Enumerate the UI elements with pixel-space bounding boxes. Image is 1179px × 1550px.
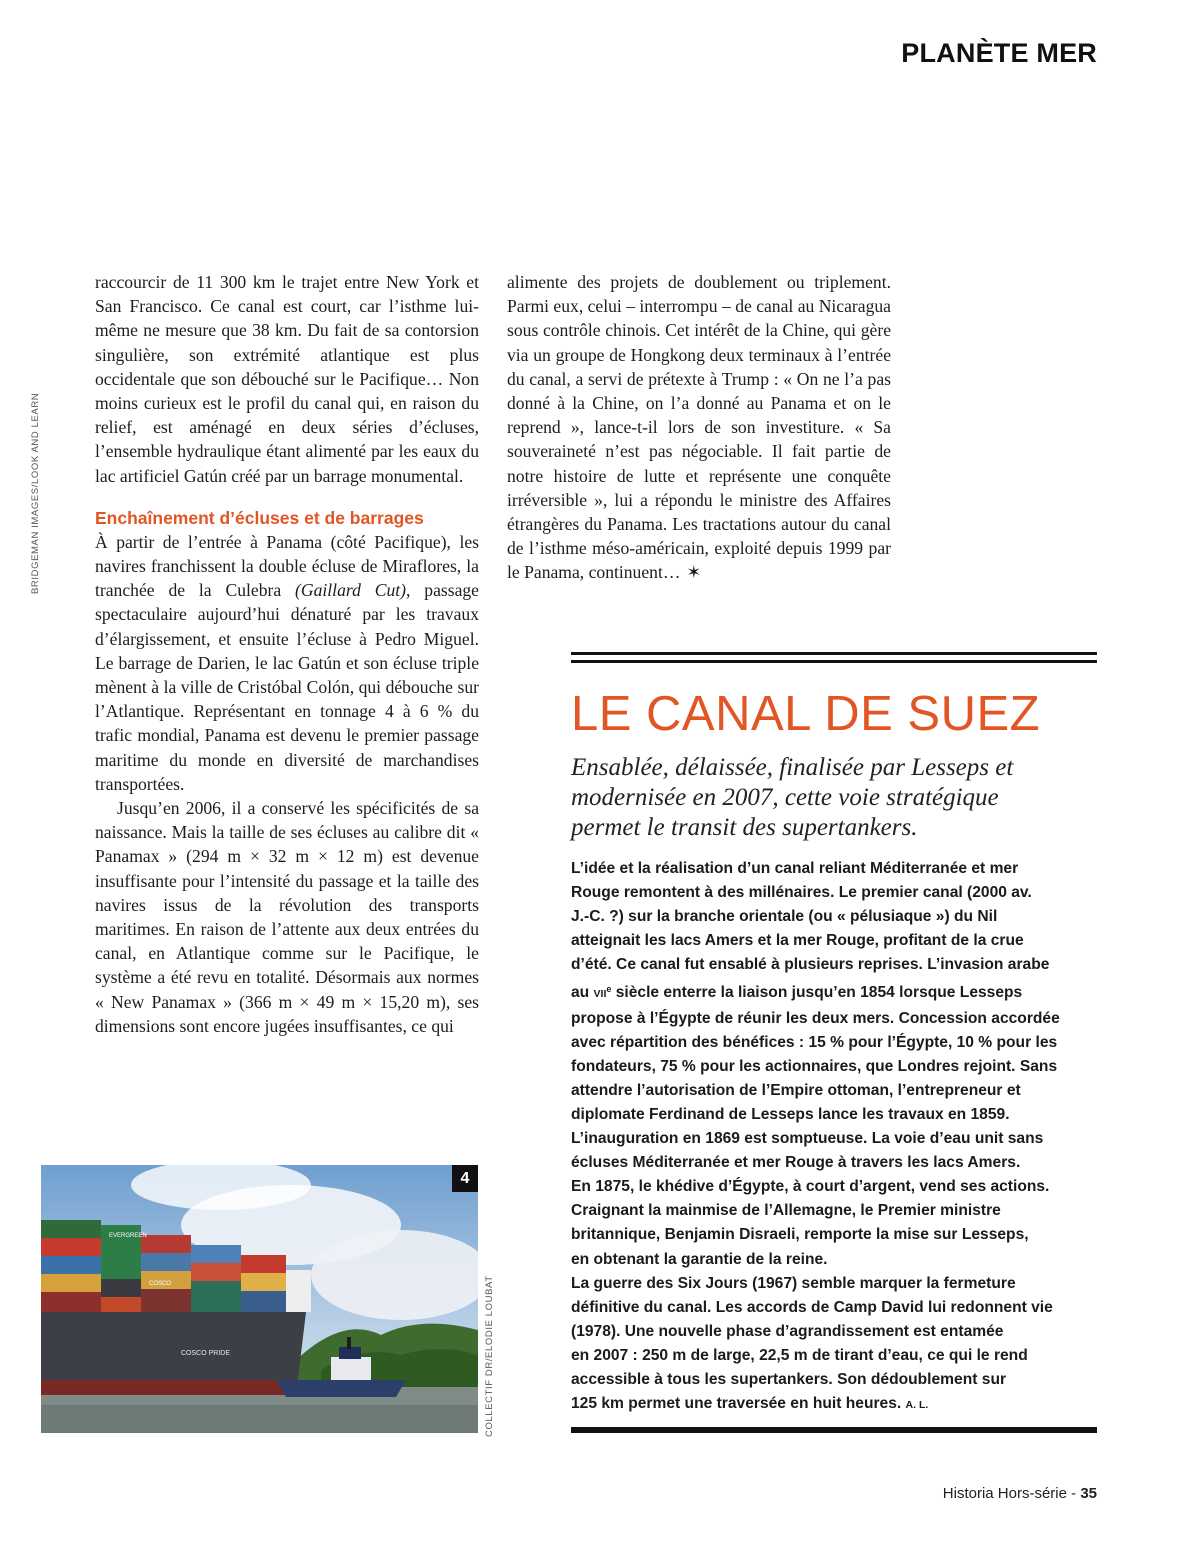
box-line: écluses Méditerranée et mer Rouge à travers les lacs Amers.: [571, 1154, 1021, 1172]
middle-paragraph-text: alimente des projets de doublement ou triplement. Parmi eux, celui – interrompu – de canal au Nicaragua sous contrôle chinois. Cet intérêt de la Chine, qui gère via un groupe de Hongkong deux terminaux à l’entrée du canal, a servi de prétexte à Trump : « On ne l’a pas donné à la Chine, on l’a donné au Panama et on le reprend », lance-t-il lors de son investiture. « Sa souveraineté n’est pas négociable. Il fait partie de notre histoire de lutte et représente une conquête irréversible », lui a répondu le ministre des Affaires étrangères du Panama. Les tractations autour du canal de l’isthme méso-américain, exploité depuis 1999 par le Panama, continuent…: [507, 272, 891, 583]
box-line: fondateurs, 75 % pour les actionnaires, que Londres rejoint. Sans: [571, 1057, 1058, 1075]
page-number: 35: [1080, 1485, 1097, 1502]
ship-hull-waterline: [41, 1380, 299, 1395]
left-paragraph-2-start: À partir de l’entrée à Panama (côté Pacifique), les navires franchissent la double écluse de Miraflores, la tranchée de la Culebra: [95, 531, 479, 601]
box-line: avec répartition des bénéfices : 15 % pour l’Égypte, 10 % pour les: [571, 1033, 1058, 1051]
box-line: atteignait les lacs Amers et la mer Rouge, profitant de la crue: [571, 932, 1024, 950]
photo-number-badge: 4: [452, 1165, 478, 1192]
left-paragraph-1: raccourcir de 11 300 km le trajet entre New York et San Francisco. Ce canal est court, car l’isthme lui-même ne mesure que 38 km. Du fait de sa contorsion singulière, son extrémité atlantique est plus occidentale que son débouché sur le Pacifique… Non moins curieux est le profil du canal qui, en raison du relief, est aménagé en deux séries d’écluses, l’ensemble hydraulique étant alimenté par les eaux du lac artificiel Gatún créé par un barrage monumental.: [95, 272, 479, 486]
box-line: (1978). Une nouvelle phase d’agrandissement est entamée: [571, 1322, 1004, 1340]
box-line: Rouge remontent à des millénaires. Le premier canal (2000 av.: [571, 884, 1032, 902]
end-mark-icon: ✶: [686, 562, 702, 583]
box-bottom-rule: [571, 1427, 1097, 1433]
ship-photo: [41, 1165, 478, 1433]
box-line: propose à l’Égypte de réunir les deux mers. Concession accordée: [571, 1009, 1060, 1027]
box-line: en 2007 : 250 m de large, 22,5 m de tirant d’eau, ce qui le rend: [571, 1346, 1028, 1364]
box-line: accessible à tous les supertankers. Son dédoublement sur: [571, 1370, 1007, 1388]
box-line: En 1875, le khédive d’Égypte, à court d’argent, vend ses actions.: [571, 1178, 1050, 1196]
box-lede: Ensablée, délaissée, finalisée par Lesseps et modernisée en 2007, cette voie stratégique permet le transit des supertankers.: [571, 754, 1014, 841]
box-line: L’inauguration en 1869 est somptueuse. La voie d’eau unit sans: [571, 1130, 1044, 1148]
box-line-start: au: [571, 984, 594, 1002]
container-brand-label-2: COSCO: [149, 1281, 172, 1287]
middle-column: [507, 270, 891, 585]
left-paragraph-2-end: , passage spectaculaire aujourd’hui dénaturé par les travaux d’élargissement, et ensuite l’écluse à Pedro Miguel. Le barrage de Darien, le lac Gatún et son écluse triple mènent à la ville de Cristóbal Colón, qui débouche sur l’Atlantique. Représentant en tonnage 4 à 6 % du trafic mondial, Panama est devenu le premier passage maritime du monde en diversité de marchandises transportées.: [95, 580, 479, 794]
ship-name-label: COSCO PRIDE: [181, 1350, 231, 1357]
left-paragraph-2: [95, 530, 479, 796]
century-numeral: VII: [593, 988, 607, 1001]
box-line: L’idée et la réalisation d’un canal reliant Méditerranée et mer: [571, 860, 1019, 877]
photo-credit: COLLECTIF DR/ELODIE LOUBAT: [484, 1275, 495, 1437]
box-top-rule: [571, 652, 1097, 655]
box-line: d’été. Ce canal fut ensablé à plusieurs reprises. L’invasion arabe: [571, 956, 1050, 974]
box-top-rule-2: [571, 660, 1097, 663]
box-line: Craignant la mainmise de l’Allemagne, le Premier ministre: [571, 1202, 1001, 1220]
gaillard-cut-italic: (Gaillard Cut): [295, 580, 407, 601]
century-superscript: e: [606, 984, 612, 995]
section-header: PLANÈTE MER: [901, 38, 1097, 68]
publication-name: Historia Hors-série -: [942, 1485, 1081, 1502]
container-brand-label: EVERGREEN: [109, 1233, 147, 1239]
box-line: attendre l’autorisation de l’Empire ottoman, l’entrepreneur et: [571, 1081, 1021, 1099]
box-line-end: siècle enterre la liaison jusqu’en 1854 lorsque Lesseps: [611, 984, 1023, 1002]
middle-paragraph: [507, 270, 891, 585]
page-footer: [943, 1485, 1097, 1502]
ship-illustration: [41, 1165, 478, 1433]
suez-sidebar-box: [571, 652, 1097, 1433]
author-signature: A. L.: [905, 1399, 929, 1412]
box-title: LE CANAL DE SUEZ: [571, 687, 1041, 741]
water-dark: [41, 1405, 478, 1433]
box-line: J.-C. ?) sur la branche orientale (ou « pélusiaque ») du Nil: [571, 908, 998, 926]
subheading: Enchaînement d’écluses et de barrages: [95, 507, 424, 528]
left-column: [95, 270, 479, 1038]
box-last-line: 125 km permet une traversée en huit heures.: [571, 1395, 906, 1413]
box-line: en obtenant la garantie de la reine.: [571, 1250, 828, 1268]
box-line: [571, 1392, 1097, 1417]
image-credit-top: BRIDGEMAN IMAGES/LOOK AND LEARN: [30, 392, 41, 594]
box-line: La guerre des Six Jours (1967) semble marquer la fermeture: [571, 1274, 1016, 1292]
box-line: définitive du canal. Les accords de Camp David lui redonnent vie: [571, 1298, 1053, 1316]
box-line: diplomate Ferdinand de Lesseps lance les travaux en 1859.: [571, 1105, 1010, 1123]
box-body: [571, 857, 1097, 1417]
box-line: britannique, Benjamin Disraeli, remporte la mise sur Lesseps,: [571, 1226, 1029, 1244]
box-line: [571, 977, 1097, 1006]
left-paragraph-3: Jusqu’en 2006, il a conservé les spécificités de sa naissance. Mais la taille de ses écluses au calibre dit « Panamax » (294 m × 32 m × 12 m) est devenue insuffisante pour l’intensité du passage et la taille des navires issus de la révolution des transports maritimes. En raison de l’attente aux deux entrées du canal, en Atlantique comme sur le Pacifique, le système a été revu en totalité. Désormais aux normes « New Panamax » (366 m × 49 m × 15,20 m), ses dimensions sont encore jugées insuffisantes, ce qui: [95, 798, 479, 1036]
